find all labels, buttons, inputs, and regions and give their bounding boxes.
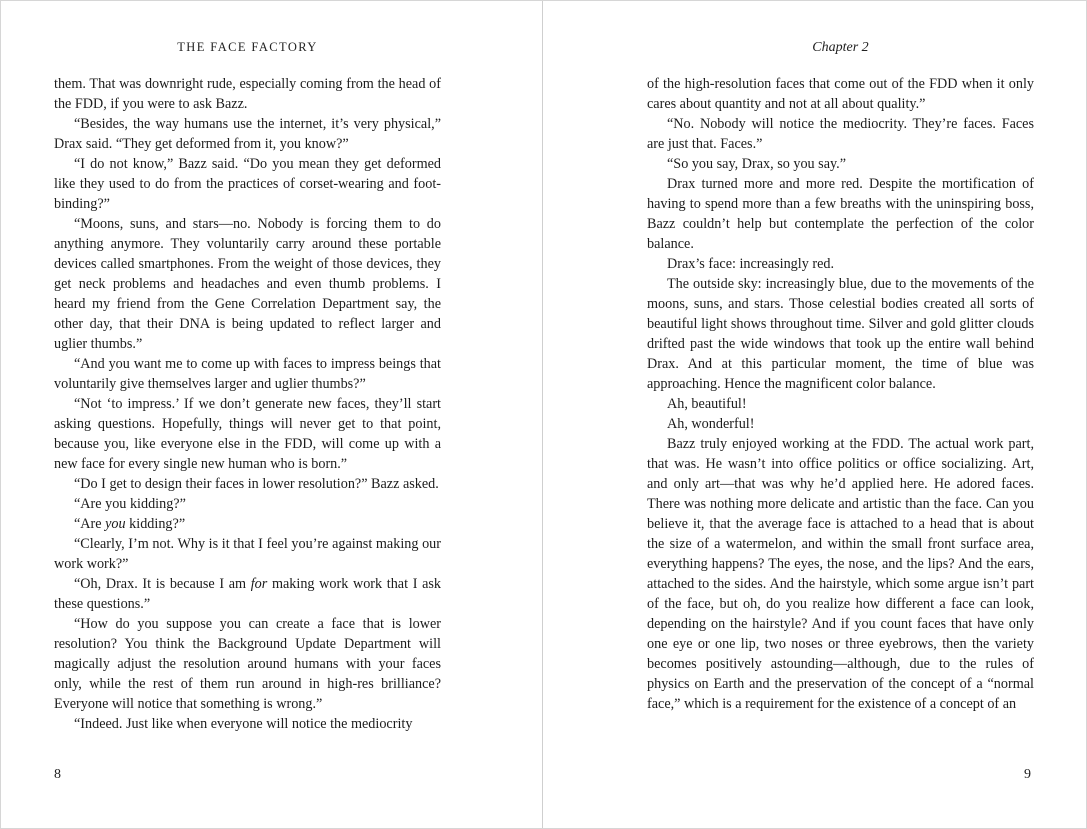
paragraph (54, 354, 441, 394)
paragraph (54, 574, 441, 614)
paragraph-text: Ah, wonderful! (667, 416, 755, 432)
paragraph-text: “Clearly, I’m not. Why is it that I feel you’re against making our work work?” (54, 536, 441, 572)
paragraph (647, 74, 1034, 114)
paragraph (647, 114, 1034, 154)
paragraph-text: “Moons, suns, and stars—no. Nobody is forcing them to do anything anymore. They voluntarily carry around these portable devices called smartphones. From the weight of those devices, they get neck problems and headaches and even thumb problems. I heard my friend from the Gene Correlation Department say, the other day, that their DNA is being updated to reflect larger and uglier thumbs.” (54, 216, 441, 352)
paragraph-text: Bazz truly enjoyed working at the FDD. The actual work part, that was. He wasn’t into office politics or office socializing. Art, and only art—that was why he’d applied here. He adored faces. There was nothing more delicate and artistic than the face. Can you believe it, that the average face is attached to a head that is about the size of a watermelon, and within the small front surface area, everything happens? The eyes, the nose, and the lips? And the ears, attached to the sides. And the hairstyle, which some argue isn’t part of the face, but oh, do you realize how different a face can look, depending on the hairstyle? And if you count faces that have only one eye or one lip, two noses or three eyebrows, then the variety becomes positively astounding—although, due to the rules of physics on Earth and the preservation of the concept of a “normal face,” which is a requirement for the existence of a concept of an (647, 436, 1034, 712)
page-number: 8 (54, 767, 61, 782)
paragraph (54, 474, 441, 494)
paragraph (54, 114, 441, 154)
paragraph-text: “Besides, the way humans use the internet, it’s very physical,” Drax said. “They get deformed from it, you know?” (54, 116, 441, 152)
paragraph-text: Drax turned more and more red. Despite the mortification of having to spend more than a few breaths with the uninspiring boss, Bazz couldn’t help but contemplate the perfection of the color balance. (647, 176, 1034, 252)
paragraph-text: making work work that I ask these questions.” (54, 576, 441, 612)
paragraph-text: Drax’s face: increasingly red. (667, 256, 835, 272)
paragraph (54, 74, 441, 114)
emphasis-text: you (105, 516, 126, 532)
left-page-text (54, 74, 441, 734)
paragraph (54, 214, 441, 354)
paragraph-text: of the high-resolution faces that come out of the FDD when it only cares about quantity and not at all about quality.” (647, 76, 1034, 112)
page-number: 9 (1024, 767, 1031, 782)
paragraph (647, 394, 1034, 414)
paragraph (647, 434, 1034, 714)
paragraph-text: “How do you suppose you can create a face that is lower resolution? You think the Background Update Department will magically adjust the resolution around humans with your faces only, while the rest of them run around in high-res brilliance? Everyone will notice that something is wrong.” (54, 616, 441, 712)
paragraph-text: them. That was downright rude, especially coming from the head of the FDD, if you were to ask Bazz. (54, 76, 441, 112)
paragraph-text: “I do not know,” Bazz said. “Do you mean they get deformed like they used to do from the practices of corset-wearing and foot-binding?” (54, 156, 441, 212)
paragraph (54, 514, 441, 534)
paragraph-text: “Not ‘to impress.’ If we don’t generate new faces, they’ll start asking questions. Hopefully, things will never get to that point, because you, like everyone else in the FDD, will come up with a new face for every single new human who is born.” (54, 396, 441, 472)
paragraph (54, 534, 441, 574)
emphasis-text: for (250, 576, 268, 592)
paragraph (647, 154, 1034, 174)
right-page (543, 1, 1086, 828)
right-page-text (647, 74, 1034, 714)
paragraph (647, 274, 1034, 394)
paragraph (647, 254, 1034, 274)
paragraph (54, 394, 441, 474)
paragraph-text: “Oh, Drax. It is because I am (74, 576, 251, 592)
paragraph (54, 154, 441, 214)
paragraph-text: “And you want me to come up with faces to impress beings that voluntarily give themselves larger and uglier thumbs?” (54, 356, 441, 392)
paragraph (54, 494, 441, 514)
running-head-chapter: Chapter 2 (812, 40, 869, 55)
paragraph-text: “So you say, Drax, so you say.” (667, 156, 847, 172)
paragraph-text: kidding?” (125, 516, 186, 532)
paragraph (54, 714, 441, 734)
paragraph (54, 614, 441, 714)
paragraph-text: “Are you kidding?” (74, 496, 186, 512)
paragraph-text: “Do I get to design their faces in lower resolution?” Bazz asked. (74, 476, 439, 492)
paragraph-text: “Indeed. Just like when everyone will notice the mediocrity (74, 716, 413, 732)
paragraph-text: The outside sky: increasingly blue, due to the movements of the moons, suns, and stars. Those celestial bodies created all sorts of beautiful light shows throughout time. Silver and gold glitter clouds drifted past the wide windows that took up the entire wall behind Drax. And at this particular moment, the time of blue was approaching. Hence the magnificent color balance. (647, 276, 1034, 392)
paragraph-text: Ah, beautiful! (667, 396, 747, 412)
paragraph (647, 414, 1034, 434)
left-page (1, 1, 543, 828)
paragraph-text: “Are (74, 516, 106, 532)
paragraph (647, 174, 1034, 254)
paragraph-text: “No. Nobody will notice the mediocrity. They’re faces. Faces are just that. Faces.” (647, 116, 1034, 152)
running-head-book-title: THE FACE FACTORY (177, 40, 318, 54)
